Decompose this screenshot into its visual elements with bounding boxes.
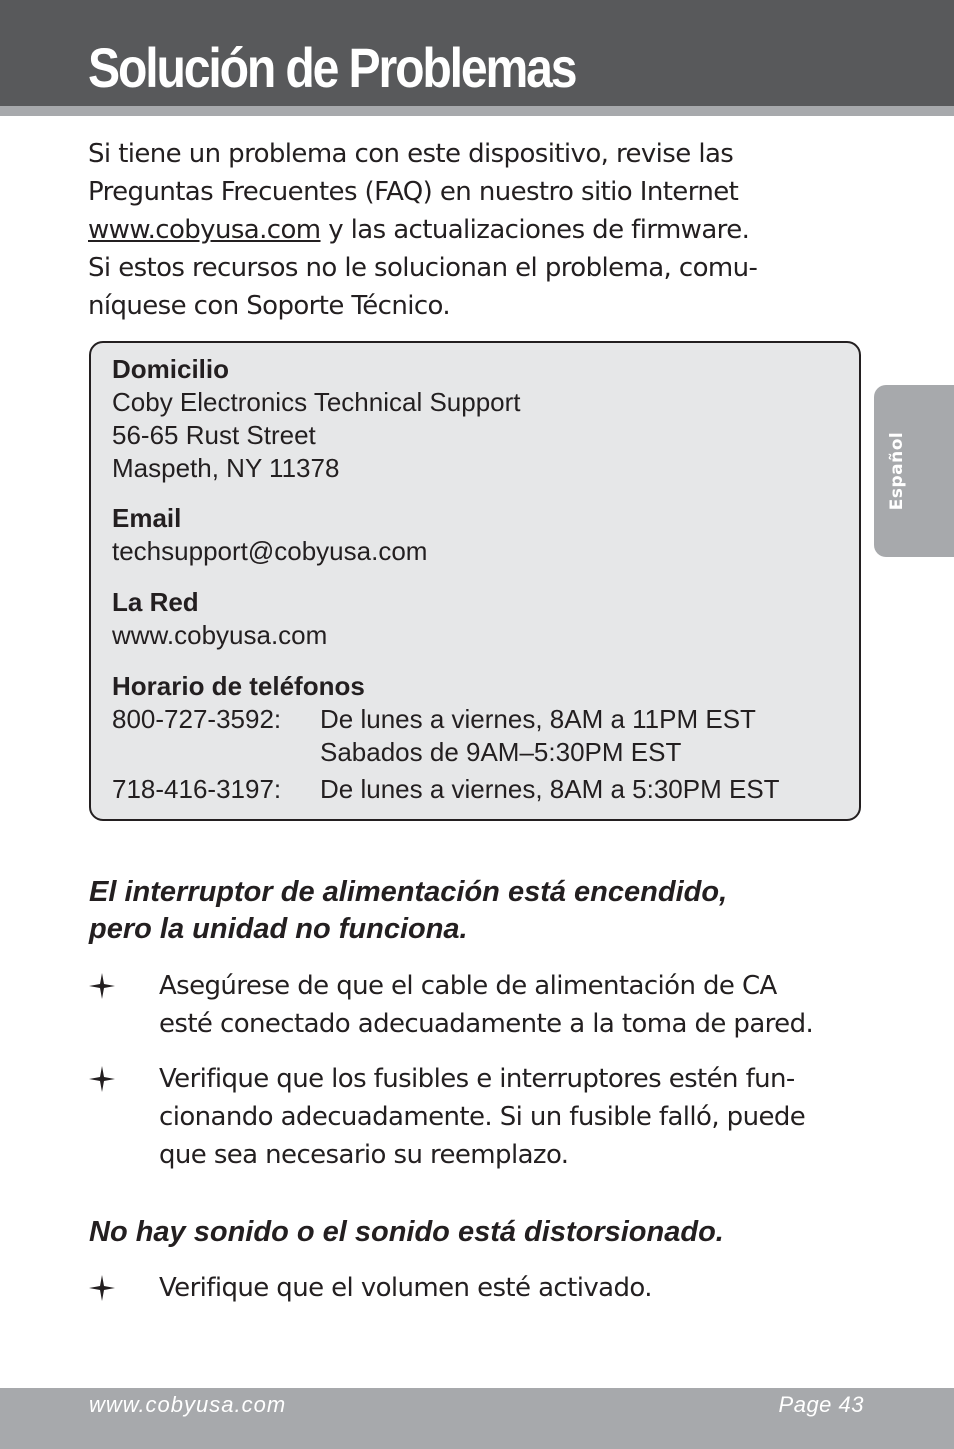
bullet-line: Verifique que los fusibles e interruptores estén fun- bbox=[159, 1064, 795, 1094]
bullet-line: que sea necesario su reemplazo. bbox=[159, 1140, 569, 1170]
intro-paragraph bbox=[88, 135, 828, 325]
page-number: Page 43 bbox=[778, 1392, 864, 1417]
email-address[interactable]: techsupport@cobyusa.com bbox=[112, 536, 428, 566]
section-heading-line: pero la unidad no funciona. bbox=[89, 913, 468, 945]
address-line: Maspeth, NY 11378 bbox=[112, 453, 340, 483]
bullet-line: esté conectado adecuadamente a la toma de pared. bbox=[159, 1009, 814, 1039]
phone-number: 800-727-3592: bbox=[112, 704, 282, 734]
address-line: Coby Electronics Technical Support bbox=[112, 387, 521, 417]
section-heading bbox=[89, 874, 849, 948]
bullet-line: cionando adecuadamente. Si un fusible falló, puede bbox=[159, 1102, 806, 1132]
intro-line-5: níquese con Soporte Técnico. bbox=[88, 291, 451, 321]
address-line: 56-65 Rust Street bbox=[112, 420, 316, 450]
phone-hours: De lunes a viernes, 8AM a 5:30PM EST bbox=[320, 774, 780, 804]
bullet-line: Asegúrese de que el cable de alimentación de CA bbox=[159, 971, 777, 1001]
section-heading-line: No hay sonido o el sonido está distorsionado. bbox=[89, 1216, 724, 1248]
phone-hours: Sabados de 9AM–5:30PM EST bbox=[320, 737, 682, 767]
intro-line-2: Preguntas Frecuentes (FAQ) en nuestro sitio Internet bbox=[88, 177, 739, 207]
star-bullet-icon bbox=[88, 1274, 116, 1302]
intro-line-4: Si estos recursos no le solucionan el problema, comu- bbox=[88, 253, 758, 283]
section-heading bbox=[89, 1214, 849, 1251]
website-link[interactable]: www.cobyusa.com bbox=[88, 215, 321, 245]
phone-hours: De lunes a viernes, 8AM a 11PM EST bbox=[320, 704, 756, 734]
web-heading: La Red bbox=[112, 587, 199, 617]
email-heading: Email bbox=[112, 503, 182, 533]
star-bullet-icon bbox=[88, 1065, 116, 1093]
intro-line-1: Si tiene un problema con este dispositivo, revise las bbox=[88, 139, 734, 169]
phone-number: 718-416-3197: bbox=[112, 774, 282, 804]
bullet-line: Verifique que el volumen esté activado. bbox=[159, 1273, 652, 1303]
language-side-tab bbox=[874, 385, 954, 557]
bullet-item bbox=[159, 967, 859, 1043]
star-bullet-icon bbox=[88, 972, 116, 1000]
web-address[interactable]: www.cobyusa.com bbox=[112, 620, 328, 650]
hours-heading: Horario de teléfonos bbox=[112, 671, 365, 701]
bullet-item bbox=[159, 1269, 859, 1307]
page-title: Solución de Problemas bbox=[88, 36, 576, 99]
language-tab-label: Español bbox=[887, 431, 907, 511]
footer-url[interactable]: www.cobyusa.com bbox=[89, 1392, 287, 1417]
section-heading-line: El interruptor de alimentación está encendido, bbox=[89, 876, 728, 908]
bullet-item bbox=[159, 1060, 859, 1174]
address-heading: Domicilio bbox=[112, 354, 230, 384]
intro-line-3: y las actualizaciones de firmware. bbox=[320, 215, 750, 245]
